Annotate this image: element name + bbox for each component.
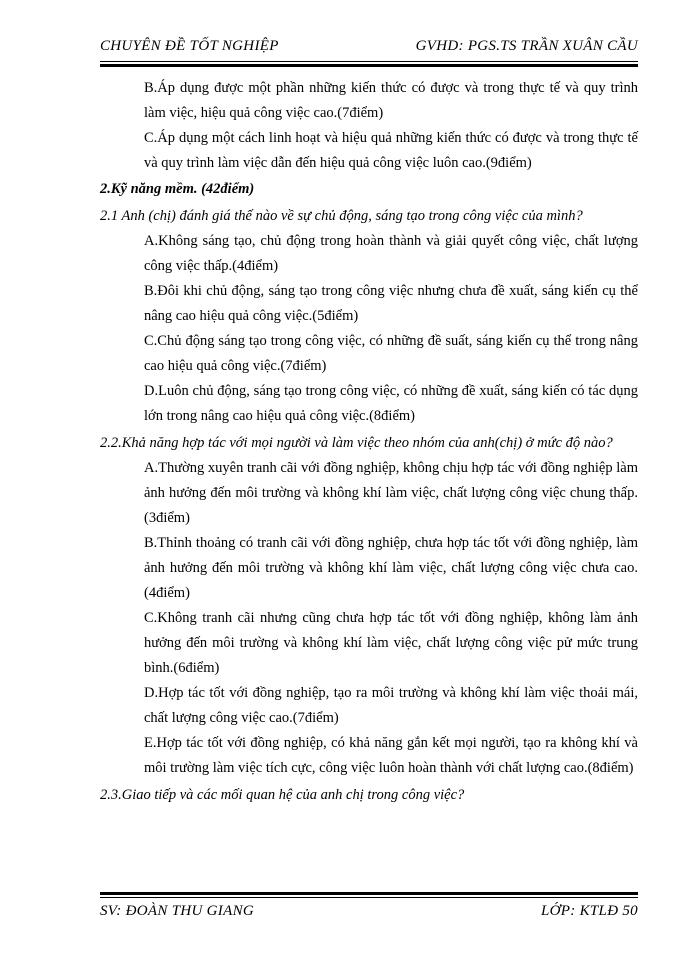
q22-option-e: E.Hợp tác tốt với đồng nghiệp, có khả năng gắn kết mọi người, tạo ra không khí và môi trường làm việc tích cực, công việc luôn hoàn thành với chất lượng cao.(8điểm): [144, 735, 638, 776]
page-body: [100, 76, 638, 808]
footer-student: SV: ĐOÀN THU GIANG: [100, 903, 255, 919]
header-title: CHUYÊN ĐỀ TỐT NGHIỆP: [100, 38, 279, 54]
page-header: [100, 38, 638, 55]
footer-class: LỚP: KTLĐ 50: [541, 903, 638, 919]
q21-option-c: C.Chủ động sáng tạo trong công việc, có những đề suất, sáng kiến cụ thể trong nâng cao hiệu quả công việc.(7điểm): [144, 333, 638, 374]
q22-option-b: B.Thỉnh thoảng có tranh cãi với đồng nghiệp, chưa hợp tác tốt với đồng nghiệp, làm ảnh hưởng đến môi trường và không khí làm việc, chất lượng công việc chưa cao.(4điểm): [144, 535, 638, 601]
question-2-2: 2.2.Khả năng hợp tác với mọi người và làm việc theo nhóm của anh(chị) ở mức độ nào?: [100, 435, 613, 451]
option-c-intro: C.Áp dụng một cách linh hoạt và hiệu quả những kiến thức có được và trong thực tế và quy trình làm việc dẫn đến hiệu quả công việc luôn cao.(9điểm): [144, 130, 638, 171]
q21-option-d: D.Luôn chủ động, sáng tạo trong công việc, có những đề xuất, sáng kiến có tác dụng lớn trong nâng cao hiệu quả công việc.(8điểm): [144, 383, 638, 424]
q21-option-a: A.Không sáng tạo, chủ động trong hoàn thành và giải quyết công việc, chất lượng công việc thấp.(4điểm): [144, 233, 638, 274]
page-footer: [100, 903, 638, 920]
section-heading: 2.Kỹ năng mềm. (42điểm): [100, 181, 255, 197]
q22-option-a: A.Thường xuyên tranh cãi với đồng nghiệp, không chịu hợp tác với đồng nghiệp làm ảnh hưởng đến môi trường và không khí làm việc, chất lượng công việc chung thấp.(3điểm): [144, 460, 638, 526]
q22-option-c: C.Không tranh cãi nhưng cũng chưa hợp tác tốt với đồng nghiệp, không làm ảnh hưởng đến môi trường và không khí làm việc, chất lượng công việc pử mức trung bình.(6điểm): [144, 610, 638, 676]
q22-option-d: D.Hợp tác tốt với đồng nghiệp, tạo ra môi trường và không khí làm việc thoải mái, chất lượng công việc cao.(7điểm): [144, 685, 638, 726]
footer-rule-thin: [100, 897, 638, 898]
header-rule-thick: [100, 64, 638, 67]
q21-option-b: B.Đôi khi chủ động, sáng tạo trong công việc nhưng chưa đề xuất, sáng kiến cụ thể nâng cao hiệu quả công việc.(5điểm): [144, 283, 638, 324]
question-2-1: 2.1 Anh (chị) đánh giá thế nào về sự chủ động, sáng tạo trong công việc của mình?: [100, 208, 583, 224]
option-b-intro: B.Áp dụng được một phần những kiến thức có được và trong thực tế và quy trình làm việc, hiệu quả công việc cao.(7điểm): [144, 80, 638, 121]
question-2-3: 2.3.Giao tiếp và các mối quan hệ của anh chị trong công việc?: [100, 787, 465, 803]
header-advisor: GVHD: PGS.TS TRẦN XUÂN CẦU: [415, 38, 638, 54]
footer-rule-thick: [100, 892, 638, 895]
header-rule-thin: [100, 61, 638, 62]
